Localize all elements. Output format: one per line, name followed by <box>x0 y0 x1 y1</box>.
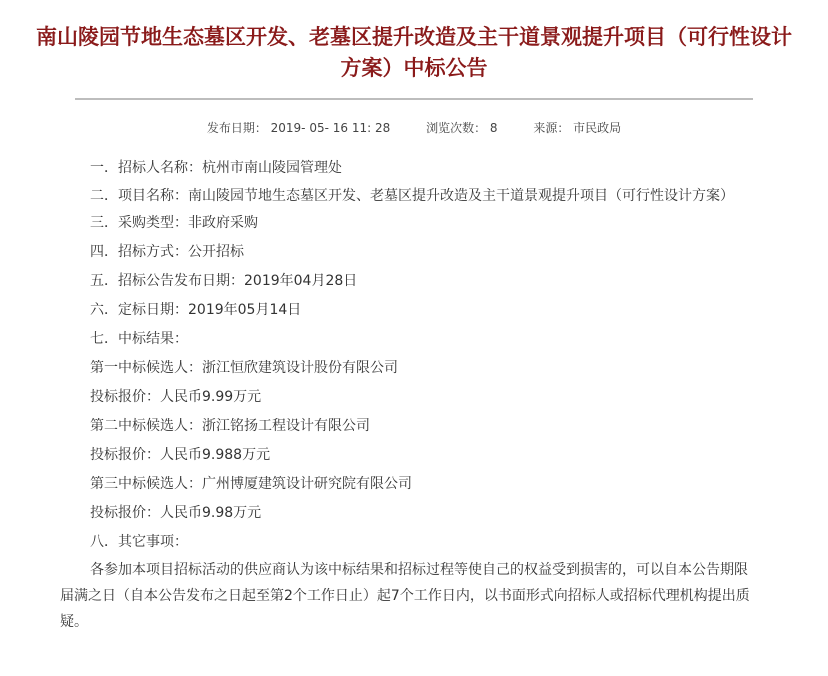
candidate-2: 第二中标候选人：浙江铭扬工程设计有限公司 <box>90 418 370 434</box>
section-award-date: 六．定标日期：2019年05月14日 <box>90 302 302 318</box>
view-count: 浏览次数： 8 <box>426 121 498 135</box>
page-title: 南山陵园节地生态墓区开发、老墓区提升改造及主干道景观提升项目（可行性设计方案）中标公告 <box>36 25 792 80</box>
section-results: 七．中标结果： <box>90 331 188 347</box>
candidate-2-price: 投标报价：人民币9.988万元 <box>90 447 271 463</box>
section-other: 八．其它事项： <box>90 534 188 550</box>
source: 来源： 市民政局 <box>533 121 622 135</box>
article-body <box>60 154 750 635</box>
title-divider <box>75 98 753 100</box>
section-bidding-method: 四．招标方式：公开招标 <box>90 244 244 260</box>
publish-date: 发布日期： 2019- 05- 16 11: 28 <box>206 121 391 135</box>
section-tenderer: 一．招标人名称：杭州市南山陵园管理处 <box>90 160 342 176</box>
candidate-1-price: 投标报价：人民币9.99万元 <box>90 389 262 405</box>
article-meta <box>0 119 828 136</box>
candidate-3-price: 投标报价：人民币9.98万元 <box>90 505 262 521</box>
section-announce-date: 五．招标公告发布日期：2019年04月28日 <box>90 273 358 289</box>
candidate-3: 第三中标候选人：广州博厦建筑设计研究院有限公司 <box>90 476 412 492</box>
other-text: 各参加本项目招标活动的供应商认为该中标结果和招标过程等使自己的权益受到损害的，可以自本公告期限届满之日（自本公告发布之日起至第2个工作日止）起7个工作日内，以书面形式向招标人或招标代理机构提出质疑。 <box>60 562 750 630</box>
candidate-1: 第一中标候选人：浙江恒欣建筑设计股份有限公司 <box>90 360 398 376</box>
section-project-name: 二．项目名称：南山陵园节地生态墓区开发、老墓区提升改造及主干道景观提升项目（可行性设计方案） <box>90 188 734 204</box>
section-procurement-type: 三．采购类型：非政府采购 <box>90 215 258 231</box>
